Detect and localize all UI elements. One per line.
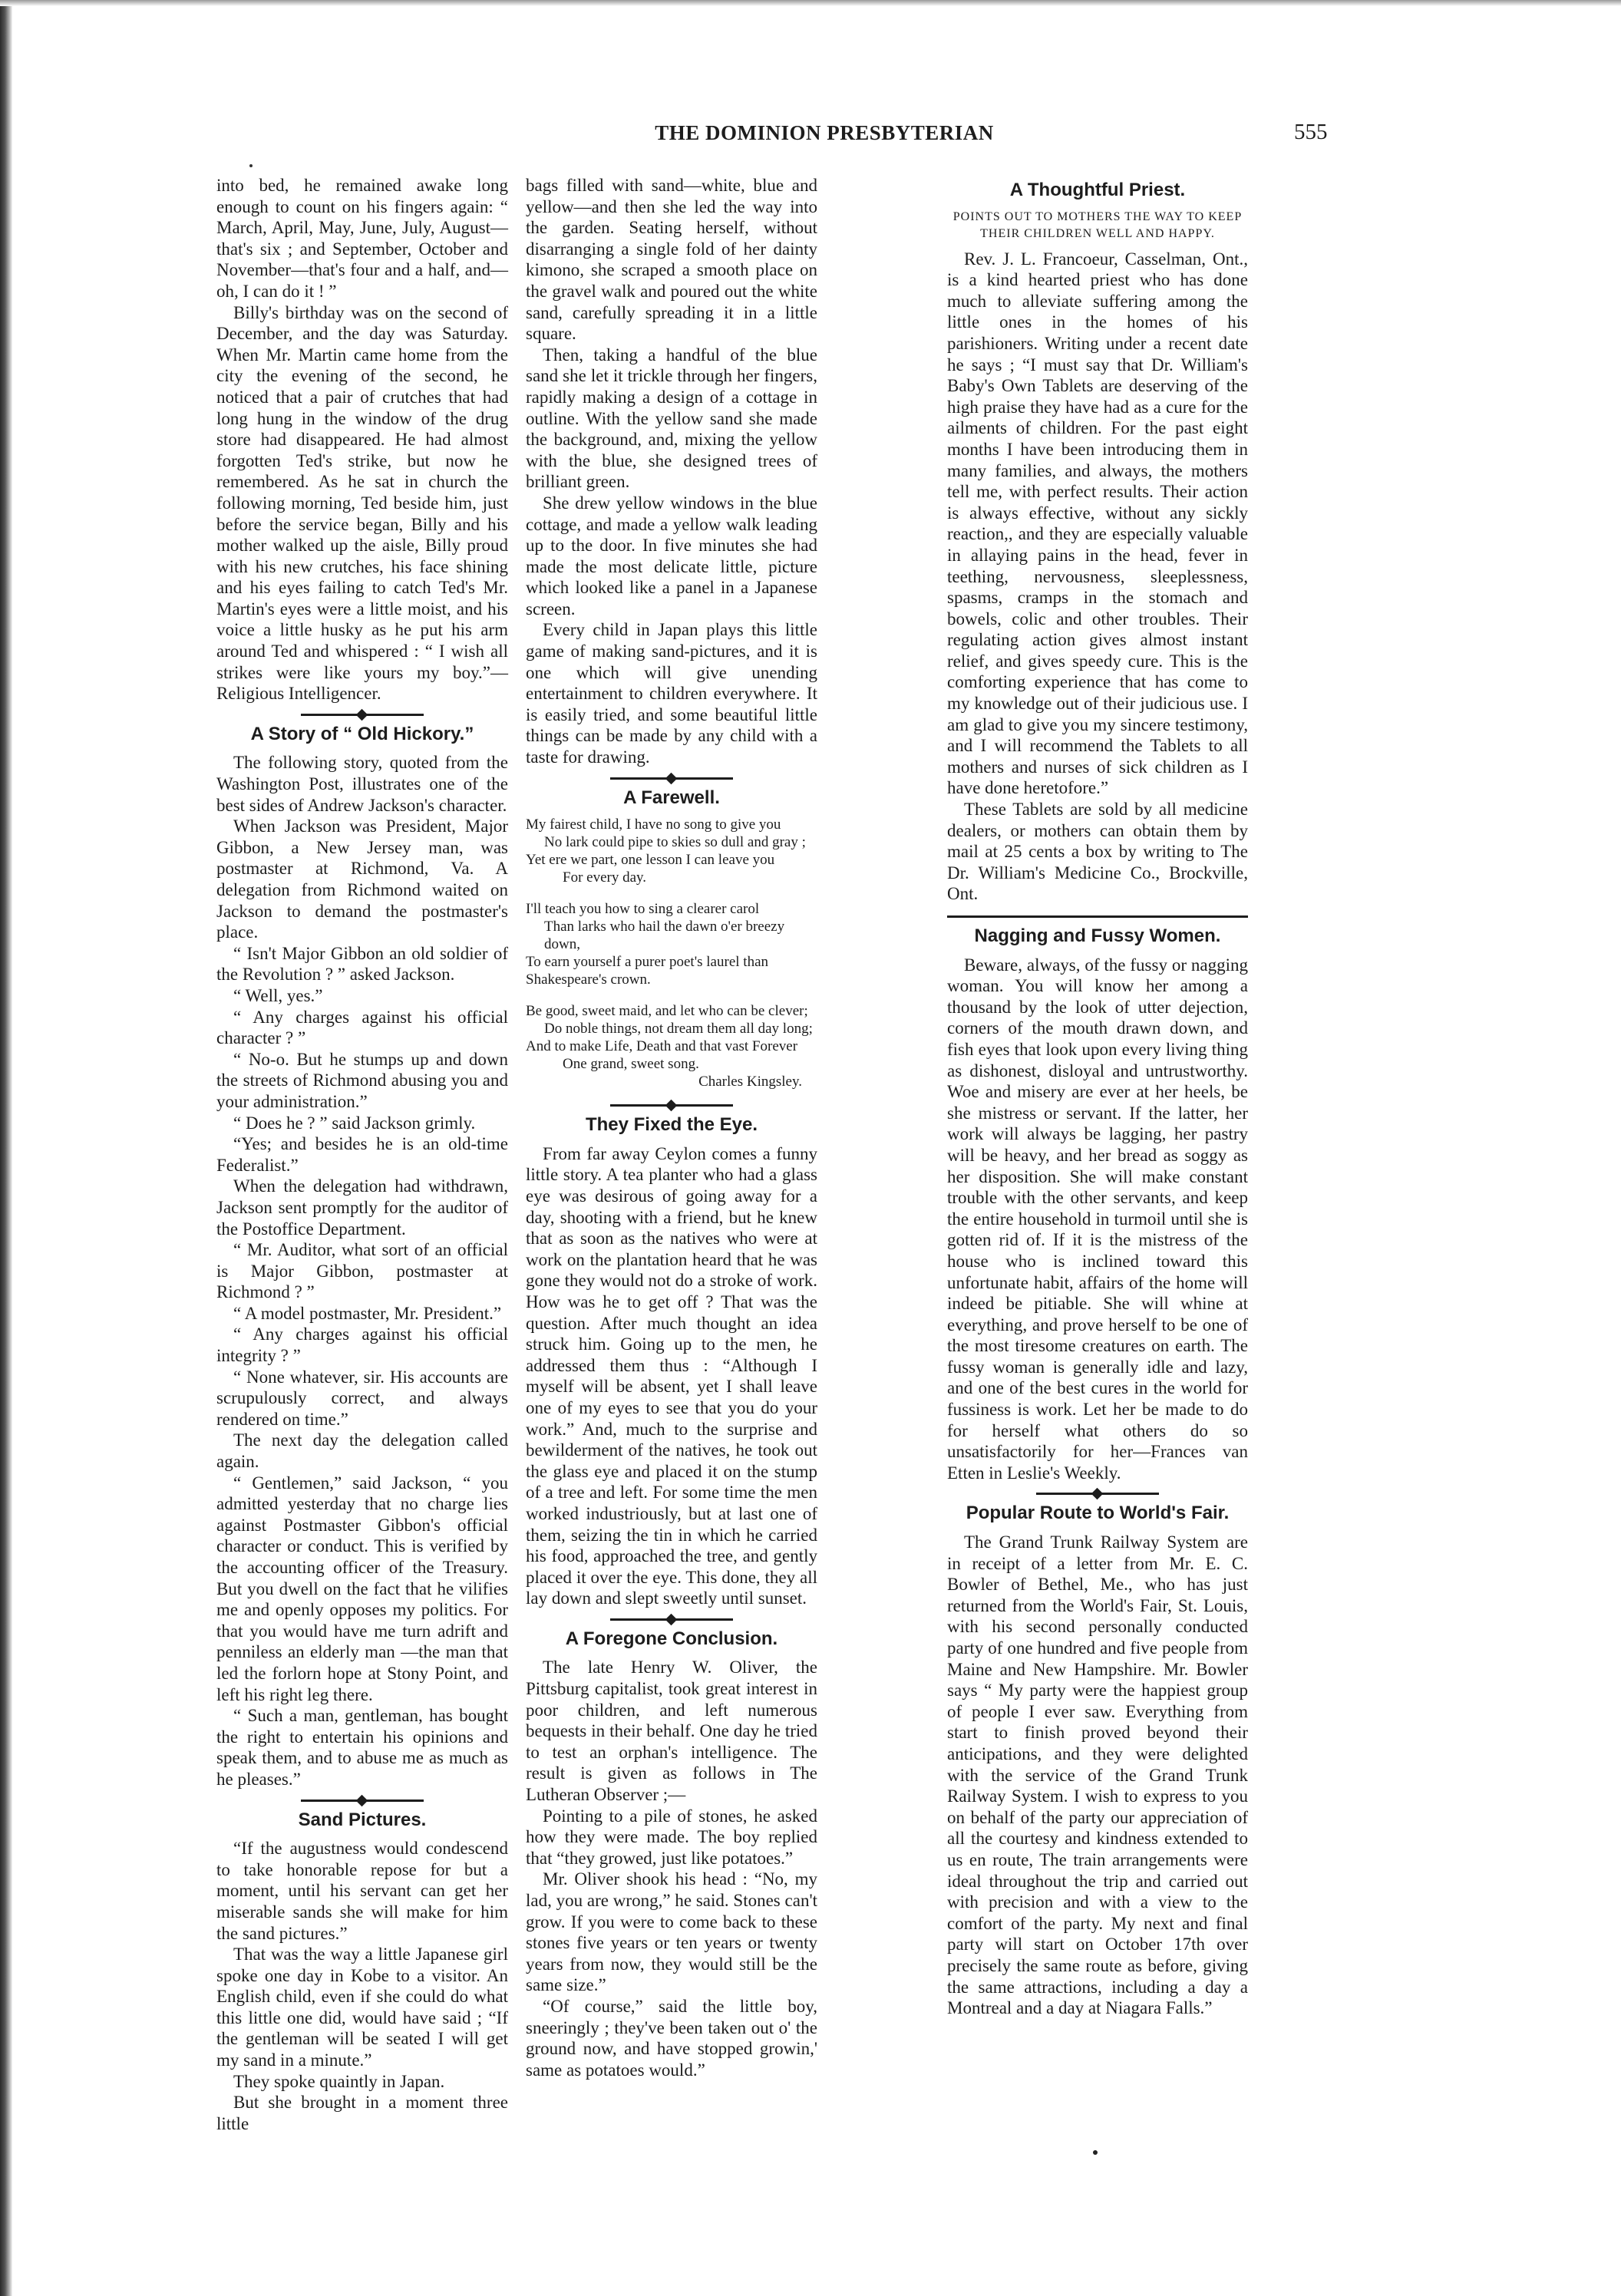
article-title-nagging-women: Nagging and Fussy Women.: [974, 925, 1221, 946]
poem-line: Yet ere we part, one lesson I can leave you: [526, 852, 775, 869]
article-paragraph: They spoke quaintly in Japan.: [233, 2071, 445, 2091]
poem-author: Charles Kingsley.: [698, 1074, 802, 1090]
article-title-thoughtful-priest: A Thoughtful Priest.: [1009, 180, 1186, 200]
poem-line: To earn yourself a purer poet's laurel than Shakespeare's crown.: [526, 954, 768, 988]
article-paragraph: The late Henry W. Oliver, the Pittsburg capitalist, took great interest in poor children, and left numerous bequests in their behalf. One day he tried to test an orphan's intelligence. The result is given as follows in The Lutheran Observer ;—: [526, 1658, 817, 1805]
section-rule: [947, 915, 1248, 918]
article-paragraph: These Tablets are sold by all medicine dealers, or mothers can obtain them by mail at 25 cents a box by writing to The Dr. William's Medicine Co., Brockville, Ont.: [947, 800, 1248, 904]
section-divider: [610, 777, 733, 780]
poem-stanza: [526, 1002, 817, 1090]
article-paragraph: “ Gentlemen,” said Jackson, “ you admitted yesterday that no charge lies against Postmaster Gibbon's official character or conduct. This is verified by the accounting officer of the Treasury. But you dwell on the fact that he vilifies me and openly opposes my politics. For that you would have me turn adrift and penniless an elderly man —the man that led the forlorn hope at Stony Point, and left his right leg there.: [216, 1473, 508, 1704]
story-end-paragraph: Billy's birthday was on the second of December, and the day was Saturday. When Mr. Martin came home from the city the evening of the second, he noticed that a pair of crutches that had long hung in the window of the drug store had disappeared. He had almost forgotten Ted's strike, but now he remembered. As he sat in church the following morning, Ted beside him, just before the service began, Billy and his mother walked up the aisle, Billy proud with his new crutches, his face shining and his eyes failing to catch Ted's Mr. Martin's eyes were a little moist, and his voice a little husky as he put his arm around Ted and whispered : “ I wish all strikes were like yours my boy.”—Religious Intelligencer.: [216, 302, 508, 704]
article-title-old-hickory: A Story of “ Old Hickory.”: [250, 723, 474, 744]
article-title-sand-pictures: Sand Pictures.: [298, 1809, 427, 1830]
article-paragraph: The next day the delegation called again.: [216, 1430, 508, 1472]
article-paragraph: “Of course,” said the little boy, sneeringly ; they've been taken out o' the ground now, and have stopped growin,' same as potatoes would.”: [526, 1996, 817, 2080]
article-paragraph: Every child in Japan plays this little game of making sand-pictures, and it is one which will give unending entertainment to children everywhere. It is easily tried, and some beautiful little things can be made by any child with a taste for drawing.: [526, 620, 817, 767]
section-divider: [301, 1800, 424, 1802]
ink-speck: [1093, 2150, 1098, 2155]
poem-stanza: [526, 900, 817, 988]
article-paragraph: “ None whatever, sir. His accounts are scrupulously correct, and always rendered on time.”: [216, 1367, 508, 1429]
article-paragraph: “ Such a man, gentleman, has bought the right to entertain his opinions and speak them, and to abuse me as much as he pleases.”: [216, 1706, 508, 1789]
article-paragraph: “ No-o. But he stumps up and down the streets of Richmond abusing you and your administration.”: [216, 1049, 508, 1111]
page-number: 555: [1294, 120, 1328, 144]
poem-line: No lark could pipe to skies so dull and gray ;: [544, 834, 806, 851]
poem-line: Be good, sweet maid, and let who can be clever;: [526, 1003, 808, 1020]
poem-farewell: [526, 816, 817, 1090]
article-paragraph: “ Well, yes.”: [233, 985, 323, 1005]
article-paragraph: “ Does he ? ” said Jackson grimly.: [233, 1113, 476, 1133]
article-paragraph: “ Mr. Auditor, what sort of an official is Major Gibbon, postmaster at Richmond ? ”: [216, 1240, 508, 1302]
article-paragraph: “Yes; and besides he is an old-time Federalist.”: [216, 1134, 508, 1175]
article-paragraph: When Jackson was President, Major Gibbon, a New Jersey man, was postmaster at Richmond, Va. A delegation from Richmond waited on Jackson to demand the postmaster's place.: [216, 816, 508, 942]
article-paragraph: Mr. Oliver shook his head : “No, my lad, you are wrong,” he said. Stones can't grow. If you were to come back to these stones five years or ten years or twenty years from now, they would still be the same size.”: [526, 1869, 817, 1995]
article-paragraph: “ A model postmaster, Mr. President.”: [233, 1303, 502, 1323]
article-paragraph: But she brought in a moment three little: [216, 2093, 508, 2133]
story-end-paragraph: into bed, he remained awake long enough to count on his fingers again: “ March, April, May, June, July, August—that's six ; and September, October and November—that's four and a half, and—oh, I can do it ! ”: [216, 176, 508, 301]
article-paragraph: When the delegation had withdrawn, Jackson sent promptly for the auditor of the Postoffice Department.: [216, 1176, 508, 1239]
running-title: THE DOMINION PRESBYTERIAN: [655, 121, 994, 144]
poem-line: One grand, sweet song.: [563, 1056, 699, 1073]
article-paragraph: “ Any charges against his official character ? ”: [216, 1007, 508, 1048]
article-paragraph: Rev. J. L. Francoeur, Casselman, Ont., is a kind hearted priest who has done much to alleviate suffering among the little ones in the homes of his parishioners. Writing under a recent date he says ; “I must say that Dr. William's Baby's Own Tablets are deserving of the high praise they have had as a cure for the ailments of children. For the past eight months I have been introducing them in many families, and always, the mothers tell me, with perfect results. Their action is always effective, without any sickly reaction,, and they are especially valuable in allaying pains in the head, fever in teething, nervousness, sleeplessness, spasms, cramps in the stomach and bowels, colic and other troubles. Their regulating action gives almost instant relief, and gives speedy cure. This is the comforting experience that has come to my knowledge out of their judicious use. I am glad to give you my sincere testimony, and I will recommend the Tablets to all mothers and nurses of sick children as I have done heretofore.”: [947, 249, 1248, 798]
article-paragraph: The following story, quoted from the Washington Post, illustrates one of the best sides of Andrew Jackson's character.: [216, 753, 508, 815]
article-paragraph: “ Isn't Major Gibbon an old soldier of the Revolution ? ” asked Jackson.: [216, 943, 508, 985]
article-paragraph: bags filled with sand—white, blue and yellow—and then she led the way into the garden. Seating herself, without disarranging a single fold of her dainty kimono, she scraped a smooth place on the gravel walk and poured out the white sand, carefully spreading it in a little square.: [526, 176, 817, 344]
poem-line: For every day.: [563, 869, 647, 886]
section-divider: [1036, 1493, 1159, 1495]
section-divider: [301, 714, 424, 716]
column-3: [947, 175, 1248, 2019]
article-title-fixed-eye: They Fixed the Eye.: [585, 1114, 758, 1136]
poem-stanza: [526, 816, 817, 886]
article-paragraph: Then, taking a handful of the blue sand she let it trickle through her fingers, rapidly making a design of a cottage in outline. With the yellow sand she made the background, and, mixing the yellow with the blue, she designed trees of brilliant green.: [526, 345, 817, 492]
poem-line: Do noble things, not dream them all day long;: [544, 1021, 813, 1037]
poem-line: I'll teach you how to sing a clearer carol: [526, 901, 760, 918]
ink-speck: [249, 164, 253, 167]
article-paragraph: From far away Ceylon comes a funny little story. A tea planter who had a glass eye was desirous of going away for a day, shooting with a friend, but he knew that as soon as the natives who were at work on the plantation heard that he was gone they would not do a stroke of work. How was he to get off ? That was the question. After much thought an idea struck him. Going up to the men, he addressed them thus : “Although I myself will be absent, yet I shall leave one of my eyes to see that you do your work.” And, much to the surprise and bewilderment of the natives, he took out the glass eye and placed it on the stump of a tree and left. For some time the men worked industriously, but at last one of them, seizing the tin in which he carried his food, approached the tree, and gently placed it over the eye. This done, they all lay down and slept sweetly until sunset.: [526, 1143, 817, 1608]
column-2: [526, 175, 817, 2080]
poem-line: My fairest child, I have no song to give you: [526, 816, 781, 833]
article-title-worlds-fair: Popular Route to World's Fair.: [966, 1503, 1230, 1524]
article-paragraph: That was the way a little Japanese girl spoke one day in Kobe to a visitor. An English child, even if she could do what this little one did, would have said ; “If the gentleman will be seated I will get my sand in a minute.”: [216, 1945, 508, 2070]
poem-line: Than larks who hail the dawn o'er breezy down,: [544, 919, 785, 953]
article-subtitle: POINTS OUT TO MOTHERS THE WAY TO KEEP THEIR CHILDREN WELL AND HAPPY.: [952, 209, 1243, 240]
poem-title-farewell: A Farewell.: [623, 787, 720, 808]
section-divider: [610, 1618, 733, 1621]
article-paragraph: The Grand Trunk Railway System are in receipt of a letter from Mr. E. C. Bowler of Bethel, Me., who has just returned from the World's Fair, St. Louis, with his second personally conducted party of one hundred and five people from Maine and New Hampshire. Mr. Bowler says “ My party were the happiest group of people I ever saw. Everything from start to finish proved beyond their anticipations, and they were delighted with the service of the Grand Trunk Railway System. I wish to express to you on behalf of the party our appreciation of all the courtesy and kindness extended to us en route, The train arrangements were ideal throughout the trip and carried out with precision and with a view to the comfort of the party. My next and final party will start on October 17th over precisely the same route as before, giving the same attractions, including a day a Montreal and a day at Niagara Falls.”: [947, 1532, 1248, 2018]
article-paragraph: “ Any charges against his official integrity ? ”: [216, 1324, 508, 1366]
column-1: [216, 175, 508, 2134]
article-paragraph: Beware, always, of the fussy or nagging woman. You will know her among a thousand by the look of utter dejection, corners of the mouth drawn down, and fish eyes that look upon every living thing as dishonest, disloyal and untrustworthy. Woe and misery are ever at her heels, be she mistress or servant. If the latter, her work will always be lagging, her pastry will be heavy, and her bread as soggy as her disposition. She will make constant trouble with the other servants, and keep the entire household in turmoil until she is gotten rid of. If it is the mistress of the house who is inclined toward this unfortunate habit, affairs of the home will indeed be pitiable. She will whine at everything, and prove herself to be one of the most tiresome creatures on earth. The fussy woman is generally idle and lazy, and one of the best cures in the world for fussiness is work. Let her be made to do for herself what others do so unsatisfactorily for her—Frances van Etten in Leslie's Weekly.: [947, 955, 1248, 1483]
article-title-foregone-conclusion: A Foregone Conclusion.: [565, 1628, 778, 1649]
article-paragraph: “If the augustness would condescend to take honorable repose for but a moment, until his servant can get her miserable sands she will make for him the sand pictures.”: [216, 1839, 508, 1943]
article-paragraph: Pointing to a pile of stones, he asked how they were made. The boy replied that “they growed, just like potatoes.”: [526, 1806, 817, 1868]
poem-line: And to make Life, Death and that vast Forever: [526, 1038, 798, 1055]
article-paragraph: She drew yellow windows in the blue cottage, and made a yellow walk leading up to the door. In five minutes she had made the most delicate little, picture which looked like a panel in a Japanese screen.: [526, 493, 817, 619]
section-divider: [610, 1104, 733, 1107]
